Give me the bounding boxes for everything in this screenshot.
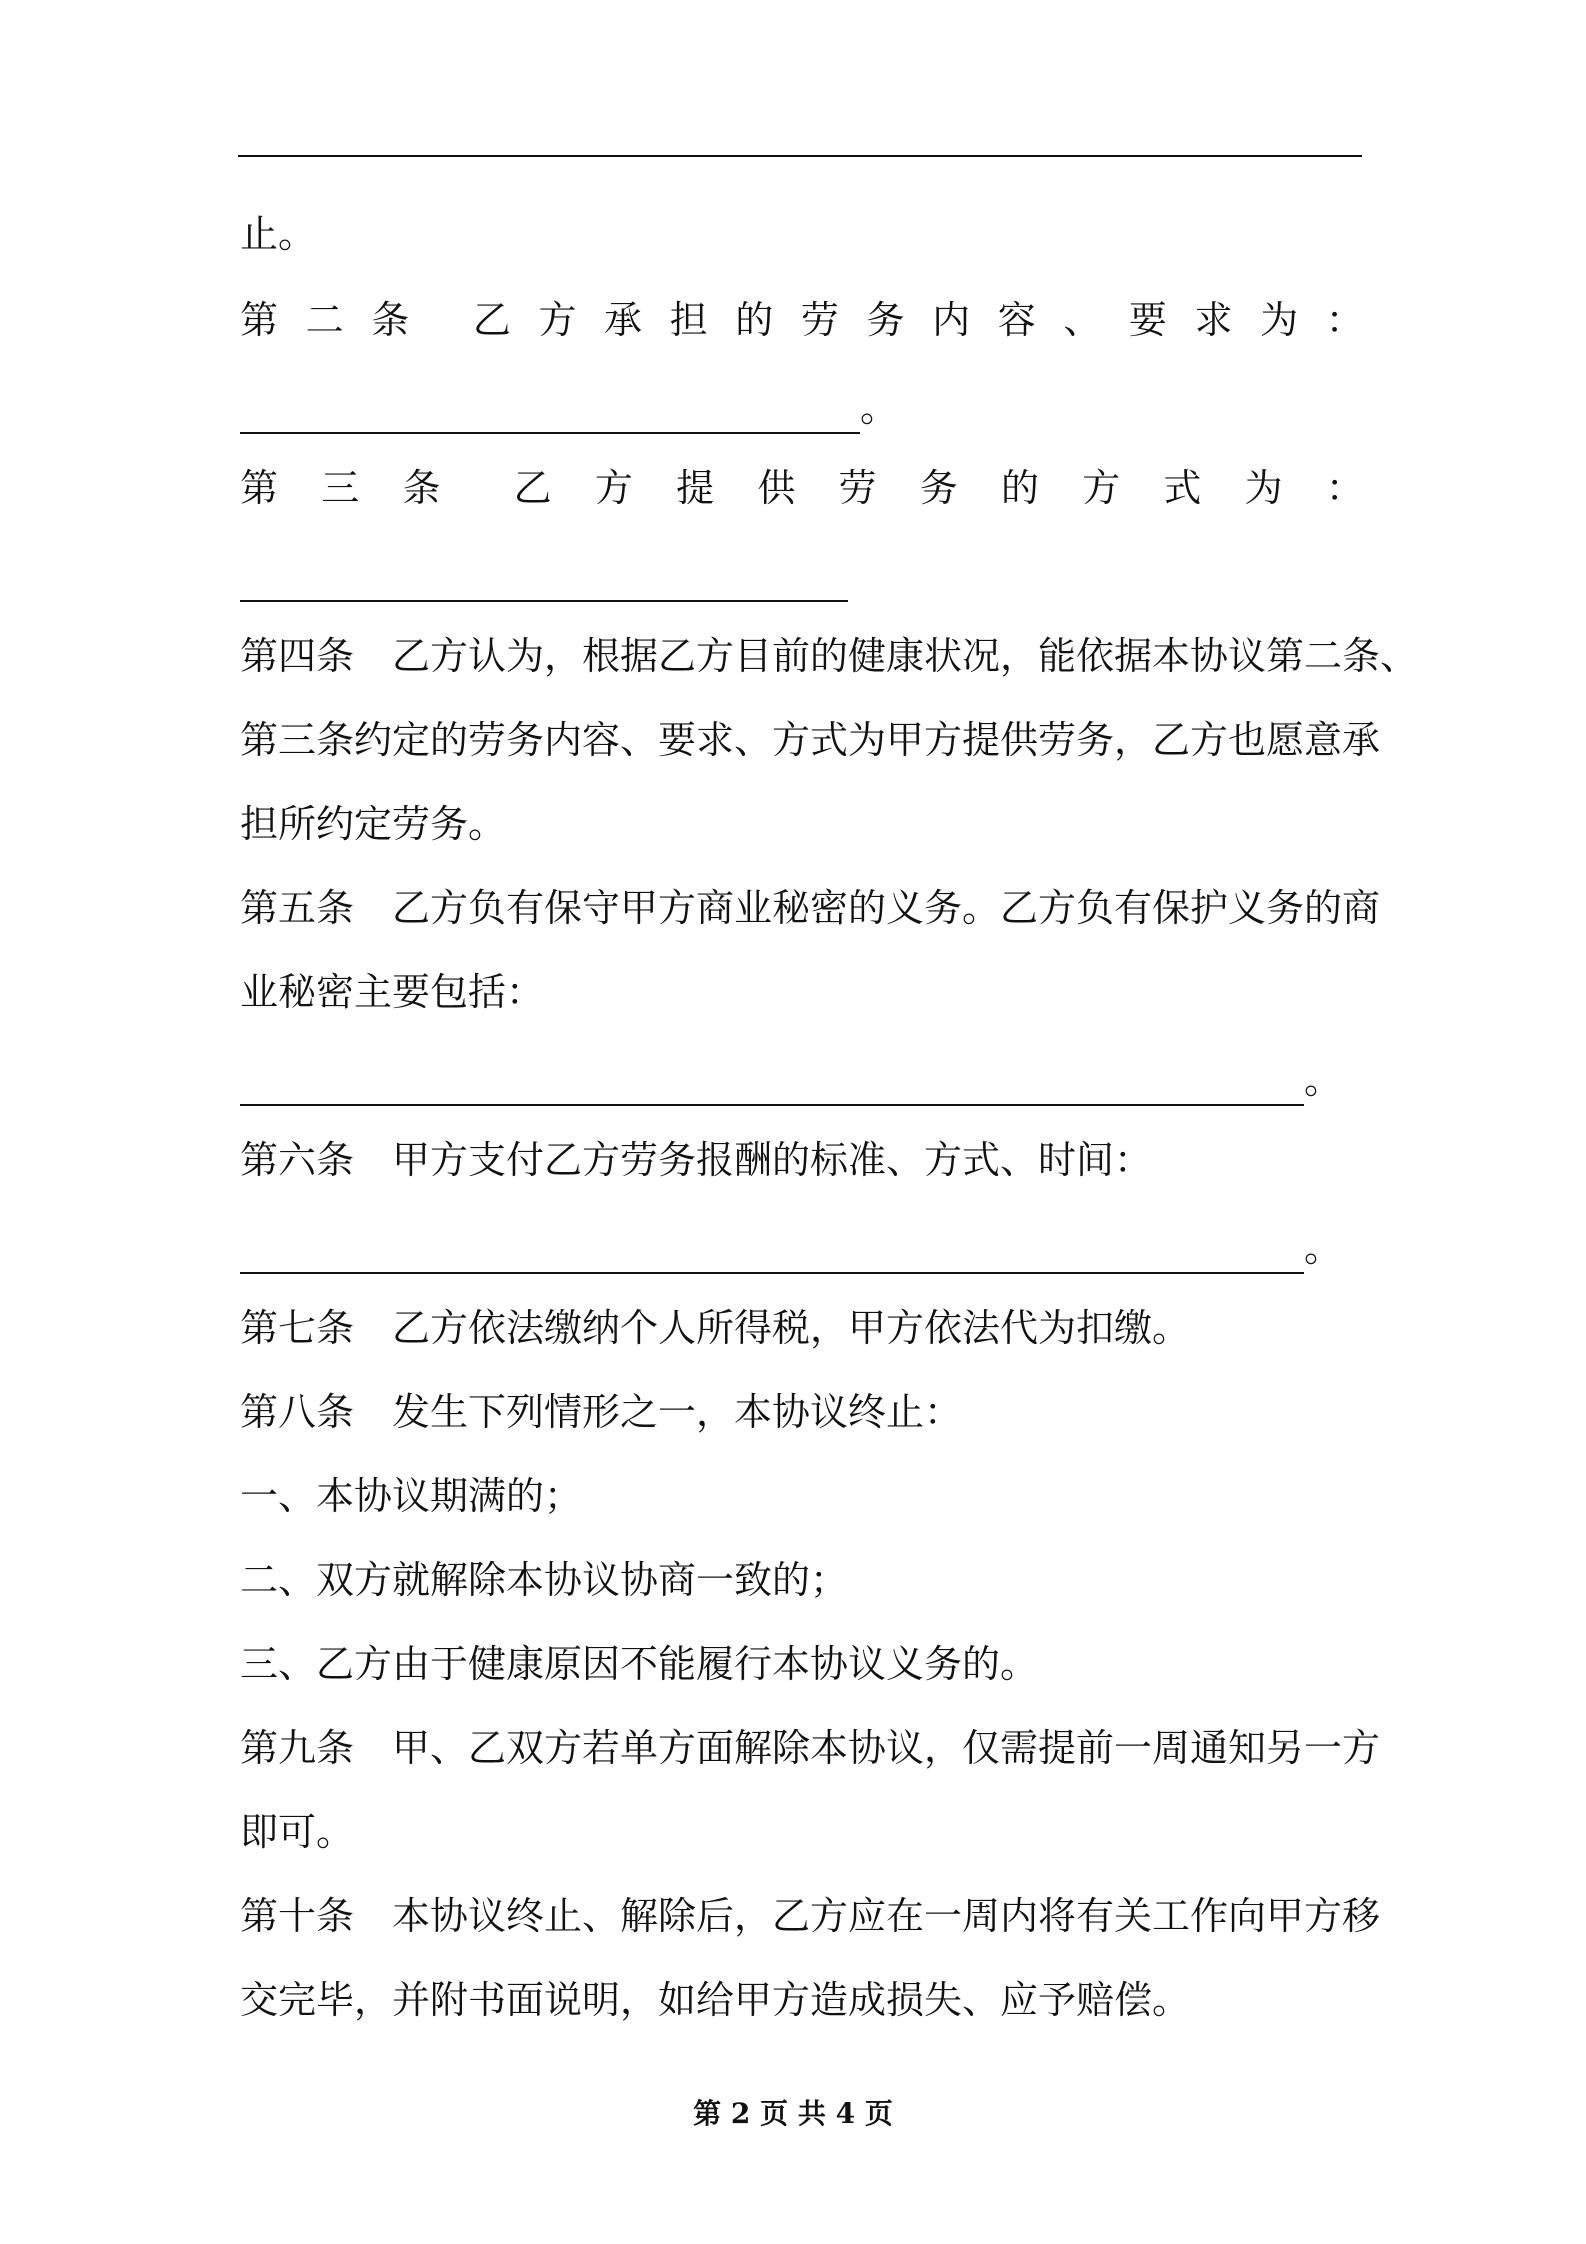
article-3-blank-line (240, 550, 1364, 602)
article-8-item-1: 一、本协议期满的； (240, 1474, 583, 1518)
article-8-line: 第八条 发生下列情形之一，本协议终止： (240, 1390, 963, 1434)
article-10-line-1: 第十条 本协议终止、解除后，乙方应在一周内将有关工作向甲方移 (240, 1894, 1381, 1938)
article-6-blank-line: 。 (240, 1222, 1364, 1274)
article-8-item-3: 三、乙方由于健康原因不能履行本协议义务的。 (240, 1642, 1039, 1686)
article-9-line-2: 即可。 (240, 1810, 355, 1854)
article-4-line-2: 第三条约定的劳务内容、要求、方式为甲方提供劳务，乙方也愿意承 (240, 718, 1381, 762)
article-4-line-1: 第四条 乙方认为，根据乙方目前的健康状况，能依据本协议第二条、 (240, 634, 1419, 678)
header-rule (238, 155, 1362, 157)
article-6-line: 第六条 甲方支付乙方劳务报酬的标准、方式、时间： (240, 1138, 1153, 1182)
fill-in-blank[interactable] (240, 1064, 1304, 1106)
article-5-line-2: 业秘密主要包括： (240, 970, 545, 1014)
fill-in-blank[interactable] (240, 1232, 1304, 1274)
page-number: 第 2 页 共 4 页 (693, 2097, 893, 2130)
article-10-line-2: 交完毕，并附书面说明，如给甲方造成损失、应予赔偿。 (240, 1978, 1191, 2022)
fill-in-blank[interactable] (240, 560, 848, 602)
continuation-text: 止。 (240, 212, 317, 256)
article-7-line: 第七条 乙方依法缴纳个人所得税，甲方依法代为扣缴。 (240, 1306, 1191, 1350)
article-5-line-1: 第五条 乙方负有保守甲方商业秘密的义务。乙方负有保护义务的商 (240, 886, 1381, 930)
article-2-blank-line: 。 (240, 382, 1364, 434)
article-4-line-3: 担所约定劳务。 (240, 802, 507, 846)
article-5-blank-line: 。 (240, 1054, 1364, 1106)
article-2-heading: 第 二 条 乙 方 承 担 的 劳 务 内 容 、 要 求 为 ： (240, 298, 1364, 342)
fill-in-blank[interactable] (240, 392, 860, 434)
article-8-item-2: 二、双方就解除本协议协商一致的； (240, 1558, 849, 1602)
article-3-heading: 第 三 条 乙 方 提 供 劳 务 的 方 式 为 ： (240, 466, 1364, 510)
article-9-line-1: 第九条 甲、乙双方若单方面解除本协议，仅需提前一周通知另一方 (240, 1726, 1381, 1770)
